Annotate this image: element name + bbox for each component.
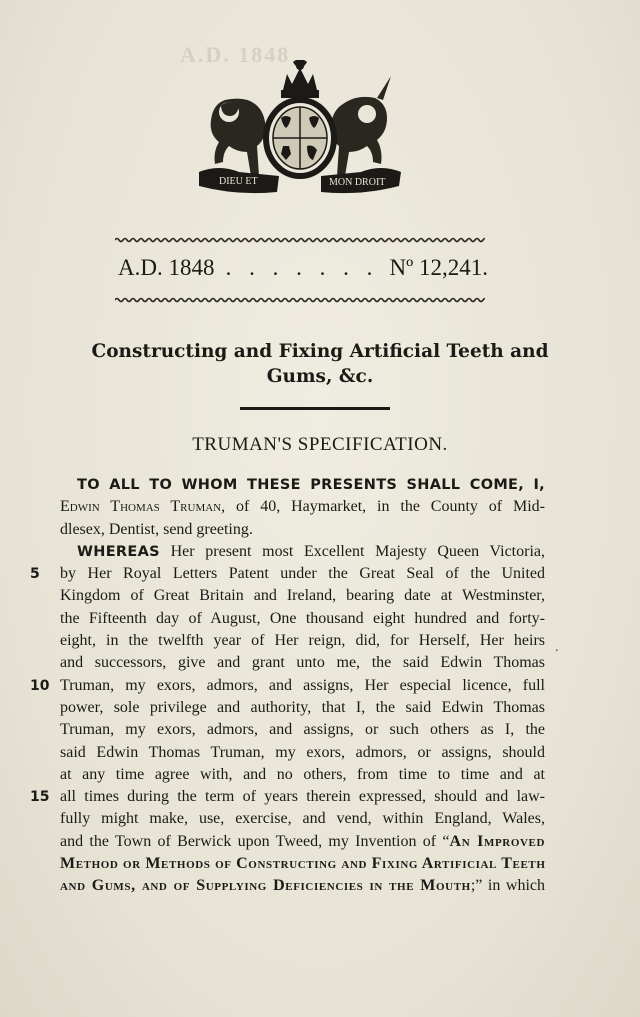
body-line-11: power, sole privilege and authority, that I, the said Edwin Thomas bbox=[60, 698, 545, 716]
inventor-name: Edwin Thomas Truman, bbox=[60, 498, 226, 516]
ornamental-rule-bottom bbox=[115, 296, 485, 304]
title-line-2: Gums, &c. bbox=[266, 366, 374, 387]
document-title bbox=[70, 339, 570, 389]
body-line-7: the Fifteenth day of August, One thousand eight hundred and forty- bbox=[60, 609, 545, 627]
body-line-10: 10 Truman, my exors, admors, and assigns, Her especial licence, full bbox=[60, 675, 545, 697]
patent-number: Nº 12,241. bbox=[389, 255, 488, 280]
body-line-17: and the Town of Berwick upon Tweed, my Invention of “An Improved bbox=[60, 832, 546, 850]
margin-mark: . bbox=[555, 640, 559, 655]
body-line-16: fully might make, use, exercise, and vend, within England, Wales, bbox=[60, 810, 545, 828]
body-line-14: at any time agree with, and no others, from time to time and at bbox=[60, 765, 545, 783]
body-line-9: and successors, give and grant unto me, the said Edwin Thomas bbox=[60, 654, 545, 672]
body-line-2: Edwin Thomas Truman, of 40, Haymarket, in the County of Mid- bbox=[60, 498, 546, 516]
body-line-19: and Gums, and of Supplying Deficiencies in the Mouth;” in which bbox=[60, 877, 546, 895]
body-line-4: WHEREAS Her present most Excellent Majesty Queen Victoria, bbox=[77, 542, 545, 560]
royal-coat-of-arms bbox=[195, 60, 405, 200]
body-line-6: Kingdom of Great Britain and Ireland, bearing date at Westminster, bbox=[60, 587, 545, 605]
body-line-13: said Edwin Thomas Truman, my exors, admors, or assigns, should bbox=[60, 743, 545, 761]
body-line-15: 15 all times during the term of years therein expressed, should and law- bbox=[60, 786, 545, 808]
line-number-10: 10 bbox=[30, 677, 50, 694]
heading-dots: . . . . . . . bbox=[225, 255, 379, 280]
specification-heading: TRUMAN'S SPECIFICATION. bbox=[192, 434, 448, 455]
specification-body bbox=[30, 474, 546, 898]
invention-title-start: An Improved bbox=[449, 832, 546, 850]
line-number-15: 15 bbox=[30, 789, 50, 806]
body-line-18: Method or Methods of Constructing and Fixing Artificial Teeth bbox=[60, 855, 546, 873]
line-number-5: 5 bbox=[30, 566, 40, 583]
body-line-3: dlesex, Dentist, send greeting. bbox=[60, 520, 253, 538]
patent-year: A.D. 1848 bbox=[118, 255, 215, 280]
title-line-1: Constructing and Fixing Artificial Teeth and bbox=[91, 341, 549, 362]
invention-title-end: and Gums, and of Supplying Deficiencies in the Mouth bbox=[60, 877, 471, 895]
body-line-8: eight, in the twelfth year of Her reign, did, for Herself, Her heirs bbox=[60, 632, 545, 650]
body-line-5: 5 by Her Royal Letters Patent under the Great Seal of the United bbox=[60, 563, 545, 585]
title-divider bbox=[240, 407, 390, 410]
patent-heading bbox=[118, 255, 488, 281]
body-line-1: TO ALL TO WHOM THESE PRESENTS SHALL COME, I, bbox=[77, 477, 545, 493]
motto-left-text: DIEU ET bbox=[219, 176, 258, 187]
show-through-text: A.D. 1848 bbox=[180, 42, 291, 67]
body-line-12: Truman, my exors, admors, and assigns, or such others as I, the bbox=[60, 721, 545, 739]
motto-right-text: MON DROIT bbox=[329, 177, 386, 188]
ornamental-rule-top bbox=[115, 236, 485, 244]
